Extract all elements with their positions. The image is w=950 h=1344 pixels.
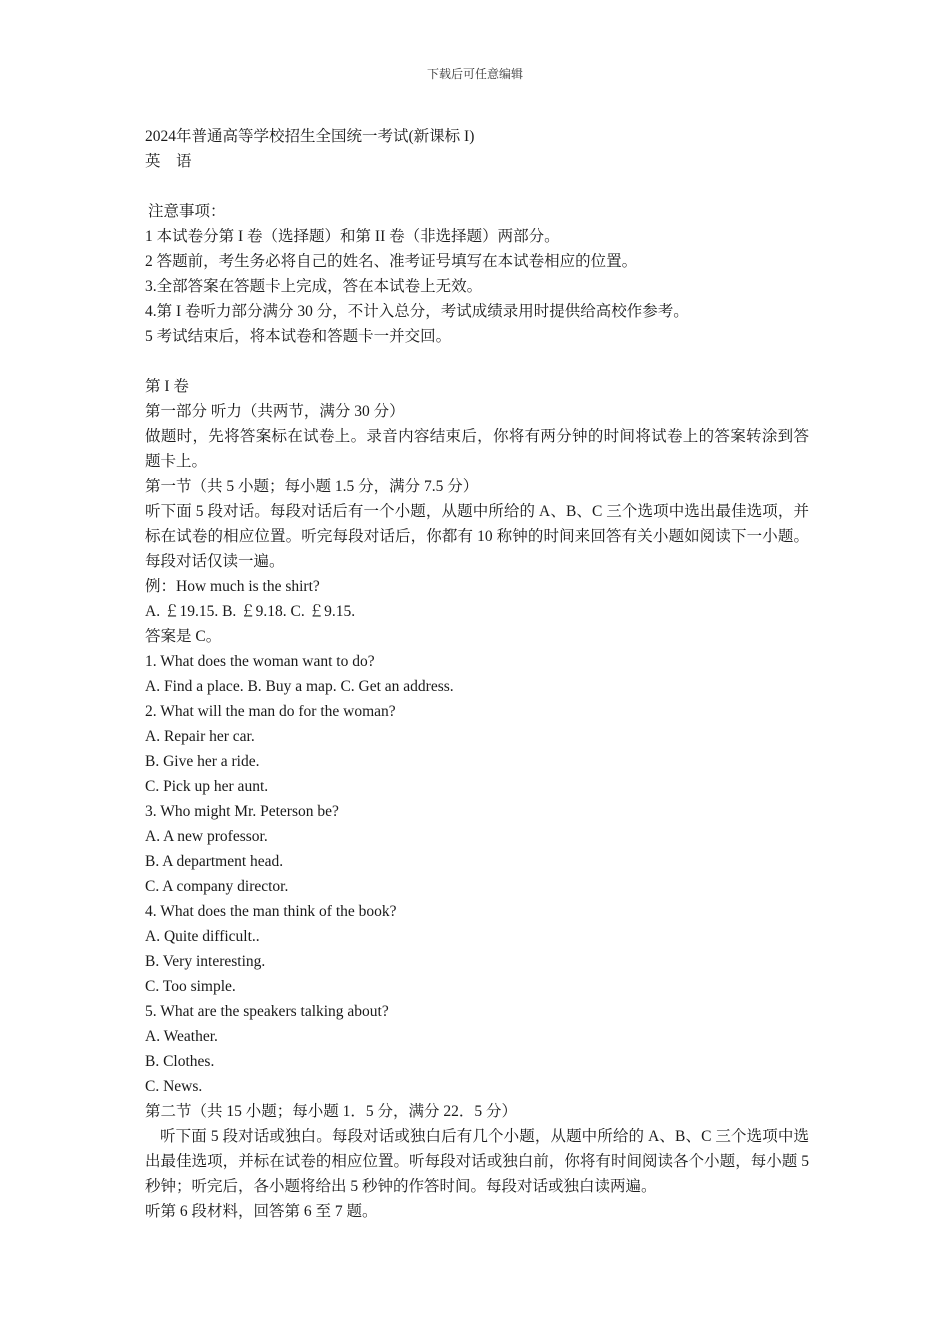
spacer bbox=[145, 174, 809, 199]
question-option: C. News. bbox=[145, 1078, 203, 1095]
notice-item: 4.第 I 卷听力部分满分 30 分，不计入总分，考试成绩录用时提供给高校作参考。 bbox=[145, 303, 689, 320]
question-option: A. A new professor. bbox=[145, 828, 268, 845]
exam-subject: 英 语 bbox=[145, 153, 192, 170]
section-instructions: 听下面 5 段对话或独白。每段对话或独白后有几个小题，从题中所给的 A、B、C 三个选项中选出最佳选项，并标在试卷的相应位置。听每段对话或独白前，你将有时间阅读各个小题，每小题 5 秒钟；听完后，各小题将给出 5 秒钟的作答时间。每段对话或独白读两遍。 bbox=[145, 1128, 809, 1195]
section-instructions: 听下面 5 段对话。每段对话后有一个小题，从题中所给的 A、B、C 三个选项中选出最佳选项，并标在试卷的相应位置。听完每段对话后，你都有 10 称钟的时间来回答有关小题如阅读下一小题。每段对话仅读一遍。 bbox=[145, 503, 809, 570]
material-prompt: 听第 6 段材料，回答第 6 至 7 题。 bbox=[145, 1203, 378, 1220]
notice-item: 5 考试结束后，将本试卷和答题卡一并交回。 bbox=[145, 328, 452, 345]
document-body bbox=[145, 124, 809, 1224]
notice-item: 2 答题前，考生务必将自己的姓名、准考证号填写在本试卷相应的位置。 bbox=[145, 253, 638, 270]
example-question: 例：How much is the shirt? bbox=[145, 578, 320, 595]
section-title: 第一节（共 5 小题；每小题 1.5 分，满分 7.5 分） bbox=[145, 478, 479, 495]
volume-title: 第 I 卷 bbox=[145, 378, 189, 395]
exam-title: 2024年普通高等学校招生全国统一考试(新课标 I) bbox=[145, 128, 475, 145]
question-option: B. Clothes. bbox=[145, 1053, 215, 1070]
question-option: B. A department head. bbox=[145, 853, 284, 870]
question-option: B. Very interesting. bbox=[145, 953, 266, 970]
question-option: B. Give her a ride. bbox=[145, 753, 260, 770]
question-text: 2. What will the man do for the woman? bbox=[145, 703, 396, 720]
question-text: 3. Who might Mr. Peterson be? bbox=[145, 803, 339, 820]
question-option: A. Weather. bbox=[145, 1028, 218, 1045]
part-instructions: 做题时，先将答案标在试卷上。录音内容结束后，你将有两分钟的时间将试卷上的答案转涂到答题卡上。 bbox=[145, 428, 809, 470]
question-text: 4. What does the man think of the book? bbox=[145, 903, 397, 920]
question-text: 1. What does the woman want to do? bbox=[145, 653, 375, 670]
question-option: A. Find a place. B. Buy a map. C. Get an address. bbox=[145, 678, 454, 695]
question-option: A. Quite difficult.. bbox=[145, 928, 260, 945]
example-answer: 答案是 C。 bbox=[145, 628, 222, 645]
notice-item: 1 本试卷分第 I 卷（选择题）和第 II 卷（非选择题）两部分。 bbox=[145, 228, 560, 245]
section-title: 第二节（共 15 小题；每小题 1．5 分，满分 22．5 分） bbox=[145, 1103, 518, 1120]
spacer bbox=[145, 349, 809, 374]
notice-item: 3.全部答案在答题卡上完成，答在本试卷上无效。 bbox=[145, 278, 483, 295]
question-option: C. Too simple. bbox=[145, 978, 236, 995]
question-text: 5. What are the speakers talking about? bbox=[145, 1003, 389, 1020]
page-header: 下载后可任意编辑 bbox=[426, 67, 523, 81]
question-option: A. Repair her car. bbox=[145, 728, 255, 745]
question-option: C. A company director. bbox=[145, 878, 289, 895]
part-title: 第一部分 听力（共两节，满分 30 分） bbox=[145, 403, 405, 420]
question-option: C. Pick up her aunt. bbox=[145, 778, 269, 795]
notice-title: 注意事项： bbox=[148, 203, 226, 220]
example-options: A. ￡19.15. B. ￡9.18. C. ￡9.15. bbox=[145, 603, 356, 620]
